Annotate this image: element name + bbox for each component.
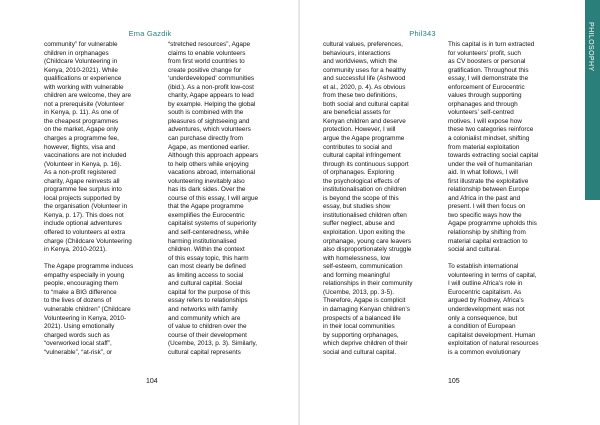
body-column-2: “stretched resources”, Agape claims to enable volunteers from first world countries to create positive change for ‘underdeveloped’ communities (ibid.). As a non-profit low-cost charity, Agape appears to lead by example. Helping the global south is combined with the pleasures of sightseeing and adventures, which volunteers can purchase directly from Agape, as mentioned earlier. Although this approach appears to help others while enjoying vacations abroad, international volunteering inevitably also has its dark sides. Over the course of this essay, I will argue that the Agape programme exemplifies the Eurocentric capitalist systems of superiority and self-centeredness, while harming institutionalised children. Within the context of this essay topic, this harm can most clearly be defined as limiting access to social and cultural capital. Social capital for the purpose of this essay refers to relationships and networks with family and community which are of value to children over the course of their development (Ucembe, 2013, p. 3). Similarly, cultural capital represents [168,41,259,356]
right-running-header [300,29,545,38]
left-page-number: 104 [146,378,158,385]
right-page-number: 105 [448,378,460,385]
section-tab-label: PHILOSOPHY [587,22,594,72]
right-page [300,0,600,425]
section-tab [585,0,600,200]
author-name: Ema Gazdik [128,29,172,38]
body-column-4: This capital is in turn extracted for volunteers’ profit, such as CV boosters or personal gratification. Throughout this essay, I will demonstrate the enforcement of Eurocentric values through supporting orphanages and through volunteers’ self-centred motives. I will expose how these two categories reinforce a colonialist mindset, shifting from material exploitation towards extracting social capital under the veil of humanitarian aid. In what follows, I will first illustrate the exploitative relationship between Europe and Africa in the past and present. I will then focus on two specific ways how the Agape programme upholds this relationship by shifting from material capital extraction to social and cultural. To establish international volunteering in terms of capital, I will outline Africa’s role in Eurocentric capitalism. As argued by Rodney, Africa’s underdevelopment was not only a consequence, but a condition of European capitalist development. Human exploitation of natural resources is a common evolutionary [448,41,539,356]
course-code: Phil343 [409,29,436,38]
left-running-header [0,29,300,38]
body-column-1: community” for vulnerable children in orphanages (Childcare Volunteering in Kenya, 2010-2021). While qualifications or experience with working with vulnerable children are welcome, they are not a prerequisite (Volunteer in Kenya, p. 11). As one of the cheapest programmes on the market, Agape only charges a programme fee, however, flights, visa and vaccinations are not included (Volunteer in Kenya, p. 16). As a non-profit registered charity, Agape reinvests all programme fee surplus into local projects supported by the organisation (Volunteer in Kenya, p. 17). This does not include optional adventures offered to volunteers at extra charge (Childcare Volunteering in Kenya, 2010-2021). The Agape programme induces empathy especially in young people, encouraging them to “make a BIG difference to the lives of dozens of vulnerable children” (Childcare Volunteering in Kenya, 2010- 2021). Using emotionally charged words such as “overworked local staff”, “vulnerable”, “at-risk”, or [44,41,134,356]
body-column-3: cultural values, preferences, behaviours, interactions and worldviews, which the community uses for a healthy and successful life (Ashwood et al., 2020, p. 4). As obvious from these two definitions, both social and cultural capital are beneficial assets for Kenyan children and deserve protection. However, I will argue the Agape programme contributes to social and cultural capital infringement through its continuous support of orphanages. Exploring the psychological effects of institutionalisation on children is beyond the scope of this essay, but studies show institutionalised children often suffer neglect, abuse and exploitation. Upon exiting the orphanage, young care leavers also disproportionately struggle with homelessness, low self-esteem, communication and forming meaningful relationships in their community (Ucembe, 2013, pp. 3-5). Therefore, Agape is complicit in damaging Kenyan children’s prospects of a balanced life in their local communities by supporting orphanages, which deprive children of their social and cultural capital. [323,41,413,356]
